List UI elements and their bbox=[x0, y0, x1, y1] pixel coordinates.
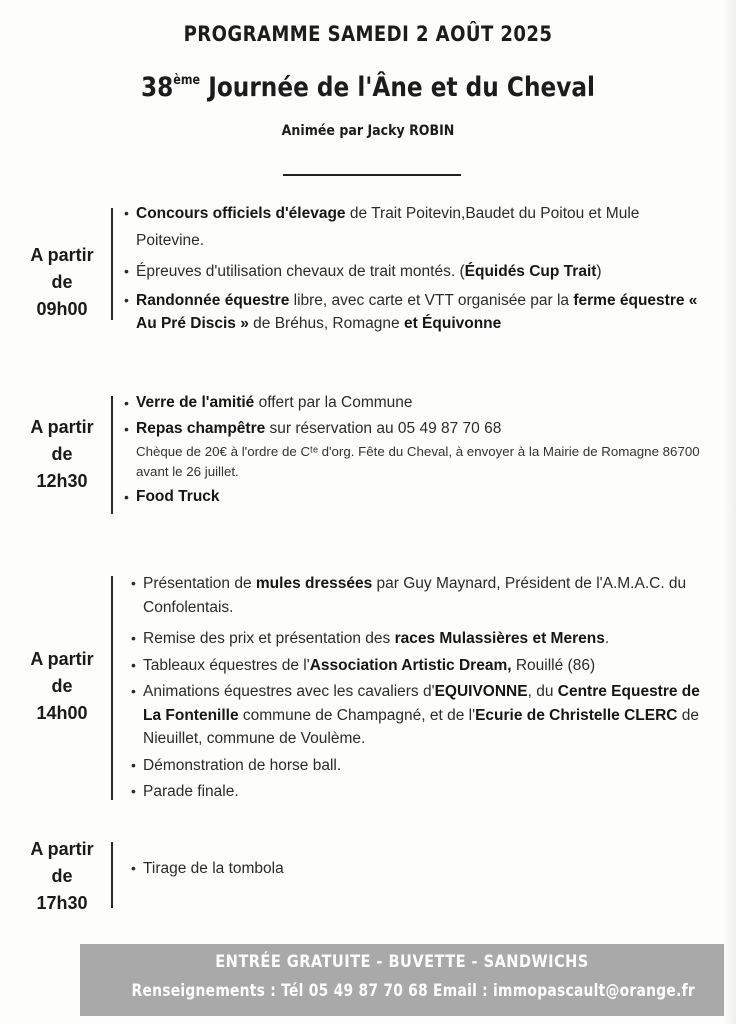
time-value: 09h00 bbox=[36, 299, 88, 319]
activity-list bbox=[131, 860, 711, 878]
section-divider bbox=[111, 842, 113, 908]
list-item: • Remise des prix et présentation des races Mulassières et Merens. bbox=[131, 627, 711, 651]
time-prefix: A partir bbox=[30, 417, 94, 437]
section-divider bbox=[111, 576, 113, 800]
footer-contact-line: Renseignements : Tél 05 49 87 70 68 Email : immopascault@orange.fr bbox=[131, 981, 695, 1000]
list-item: • Parade finale. bbox=[131, 780, 711, 804]
time-value: 17h30 bbox=[36, 893, 88, 913]
time-de: de bbox=[51, 866, 73, 886]
section-divider bbox=[111, 396, 113, 514]
footer-banner bbox=[80, 944, 724, 1016]
activity-list bbox=[124, 200, 704, 339]
time-de: de bbox=[51, 444, 73, 464]
list-item: • Présentation de mules dressées par Guy Maynard, Président de l'A.M.A.C. du Confolentais. bbox=[131, 572, 711, 619]
list-item: • Tirage de la tombola bbox=[131, 860, 711, 878]
edition-number: 38 bbox=[140, 72, 174, 103]
time-prefix: A partir bbox=[30, 649, 94, 669]
list-item: • Tableaux équestres de l'Association Artistic Dream, Rouillé (86) bbox=[131, 654, 711, 678]
time-de: de bbox=[51, 676, 73, 696]
event-title bbox=[52, 72, 685, 103]
title-divider bbox=[283, 174, 461, 176]
activity-list bbox=[124, 390, 704, 510]
edition-suffix: ème bbox=[173, 73, 201, 88]
activity-list bbox=[131, 572, 711, 807]
host-line: Animée par Jacky ROBIN bbox=[281, 123, 455, 139]
list-item: • Repas champêtre sur réservation au 05 49 87 70 68 Chèque de 20€ à l'ordre de Cᵗᵉ d'org. Fête du Cheval, à envoyer à la Mairie de Romagne 86700 avant le 26 juillet. bbox=[124, 416, 704, 482]
list-item: • Animations équestres avec les cavaliers d'EQUIVONNE, du Centre Equestre de La Fontenille commune de Champagné, et de l'Ecurie de Christelle CLERC de Nieuillet, commune de Voulème. bbox=[131, 680, 711, 751]
time-value: 14h00 bbox=[36, 703, 88, 723]
time-de: de bbox=[51, 272, 73, 292]
list-item: • Concours officiels d'élevage de Trait Poitevin,Baudet du Poitou et Mule Poitevine. bbox=[124, 200, 704, 254]
list-item: • Randonnée équestre libre, avec carte et VTT organisée par la ferme équestre « Au Pré Discis » de Bréhus, Romagne et Équivonne bbox=[124, 289, 704, 335]
time-label bbox=[14, 414, 110, 495]
event-name: Journée de l'Âne et du Cheval bbox=[208, 72, 596, 103]
reservation-note: Chèque de 20€ à l'ordre de Cᵗᵉ d'org. Fête du Cheval, à envoyer à la Mairie de Romagne 86700 avant le 26 juillet. bbox=[136, 444, 700, 479]
time-prefix: A partir bbox=[30, 245, 94, 265]
list-item: • Food Truck bbox=[124, 484, 704, 510]
header bbox=[0, 22, 736, 139]
paper-edge bbox=[722, 0, 736, 1024]
time-label bbox=[14, 836, 110, 917]
page-title: PROGRAMME SAMEDI 2 AOÛT 2025 bbox=[183, 22, 553, 46]
time-value: 12h30 bbox=[36, 471, 88, 491]
section-divider bbox=[111, 208, 113, 320]
list-item: • Verre de l'amitié offert par la Commune bbox=[124, 390, 704, 416]
list-item: • Démonstration de horse ball. bbox=[131, 754, 711, 778]
time-label bbox=[14, 242, 110, 323]
list-item: • Épreuves d'utilisation chevaux de trait montés. (Équidés Cup Trait) bbox=[124, 258, 704, 285]
time-label bbox=[14, 646, 110, 727]
footer-entry-line: ENTRÉE GRATUITE - BUVETTE - SANDWICHS bbox=[215, 952, 589, 972]
time-prefix: A partir bbox=[30, 839, 94, 859]
